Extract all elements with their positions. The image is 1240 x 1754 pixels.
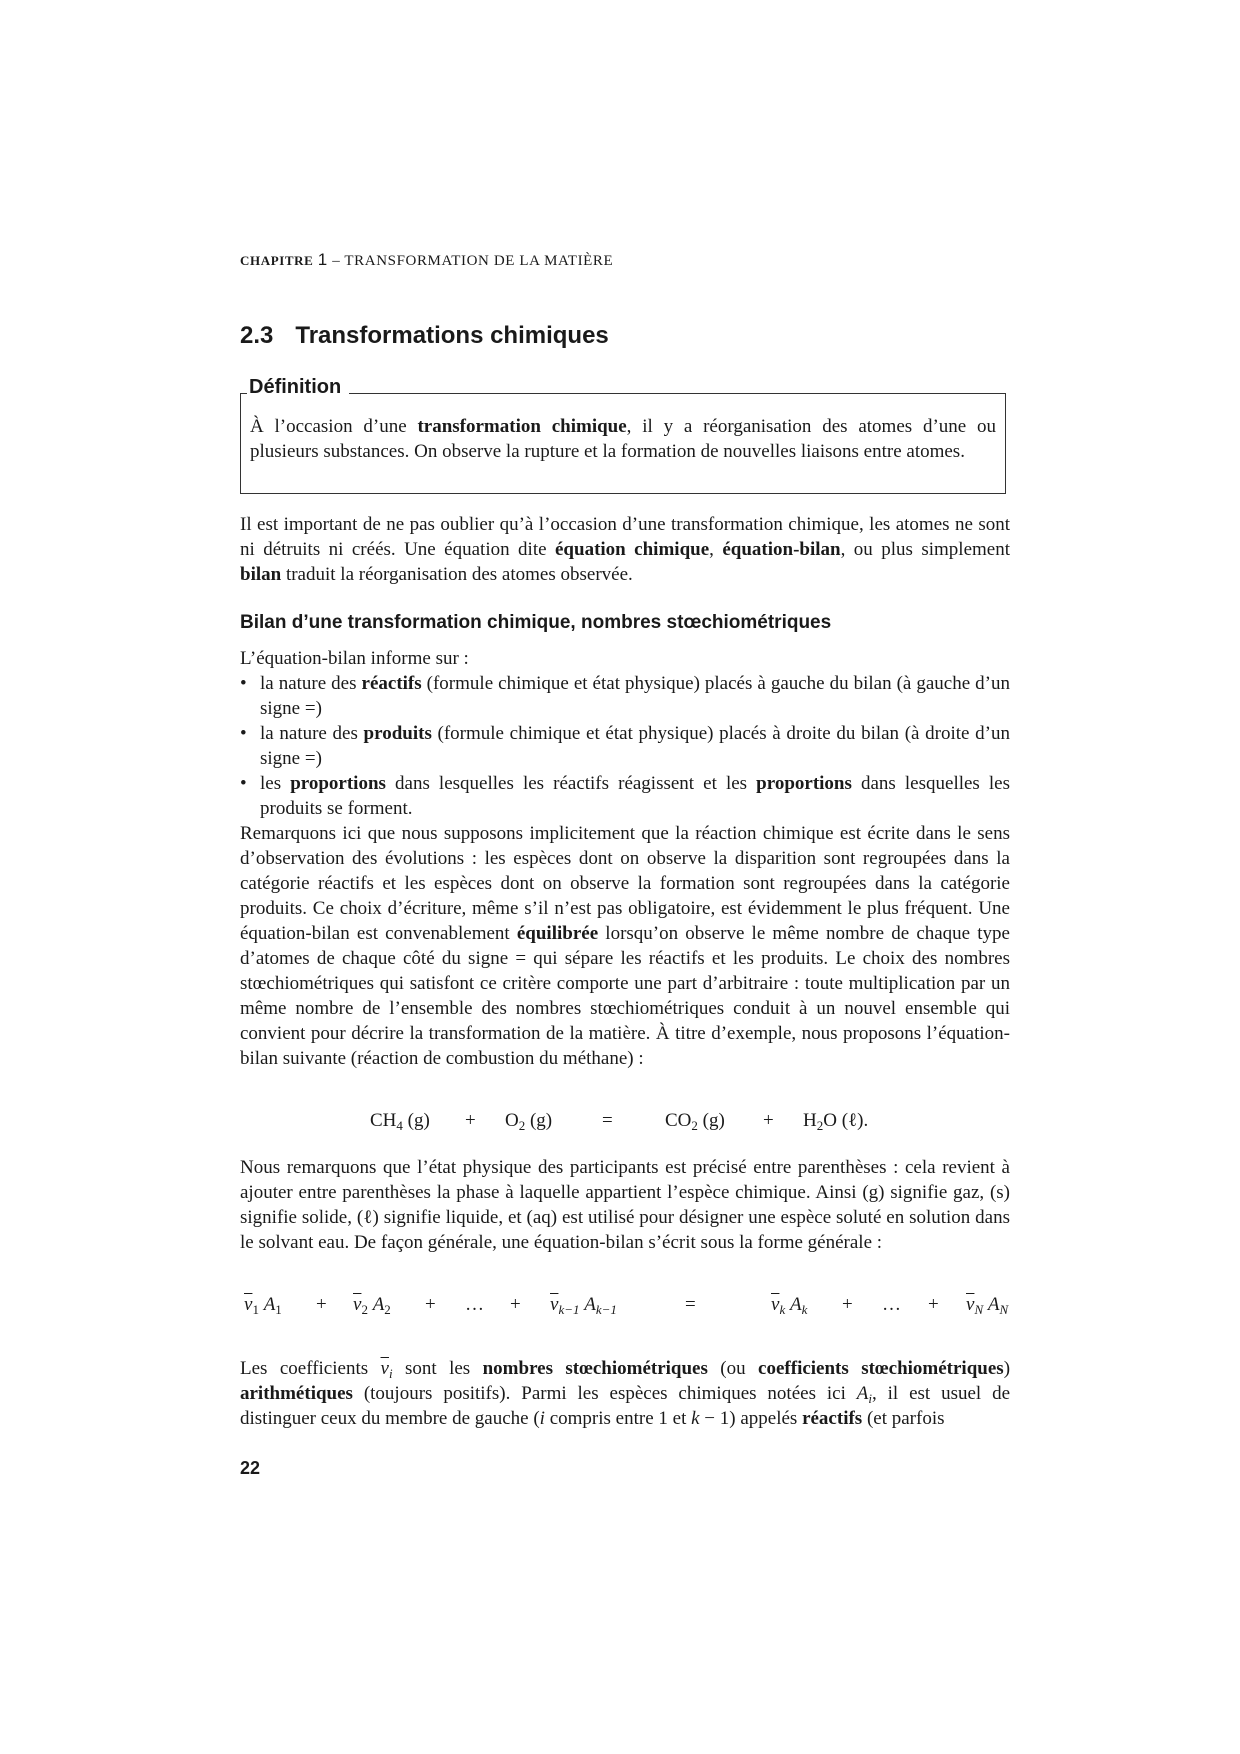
page-number: 22	[240, 1458, 261, 1478]
definition-bold-term: transformation chimique	[417, 416, 627, 437]
final-text: sont les	[392, 1358, 483, 1379]
final-text: compris entre 1 et	[544, 1408, 692, 1429]
gen-dots: …	[465, 1294, 484, 1315]
final-text: Les coefficients	[240, 1358, 381, 1379]
final-text: − 1) appelés	[699, 1408, 803, 1429]
a-symbol: A	[584, 1294, 596, 1315]
intro-paragraph	[240, 512, 1010, 587]
final-paragraph	[240, 1356, 1010, 1431]
bilan-intro: L’équation-bilan informe sur :	[240, 648, 469, 669]
intro-bold-1: équation chimique	[555, 539, 710, 560]
bullet-bold: produits	[363, 723, 432, 744]
eq-o2-sub: 2	[518, 1118, 526, 1133]
subsection-title: Bilan d’une transformation chimique, nombres stœchiométriques	[240, 612, 832, 633]
remarque-text-2: lorsqu’on observe le même nombre de chaque type d’atomes de chaque côté du signe = qui sépare les réactifs et les produits. Le choix des nombres stœchiométriques qui satisfont ce critère comporte une part d’arbitraire : toute multiplication par un même nombre de l’ensemble des nombres stœchiométriques conduit à un nouvel ensemble qui convient pour décrire la transformation de la matière. À titre d’exemple, nous proposons l’équation-bilan suivante (réaction de combustion du méthane) :	[240, 923, 1010, 1069]
gen-plus: +	[316, 1294, 327, 1315]
sub-index: i	[868, 1391, 872, 1406]
eq-h2o	[803, 1110, 868, 1132]
sub-index: k−1	[558, 1302, 580, 1317]
a-symbol: A	[987, 1294, 1000, 1315]
final-text: (et parfois	[862, 1408, 945, 1429]
bullet-bold: proportions	[290, 773, 386, 794]
final-bold: nombres stœchiométriques	[482, 1358, 708, 1379]
final-bold: réactifs	[802, 1408, 863, 1429]
eq-plus-2: +	[763, 1110, 774, 1131]
k-symbol: k	[691, 1408, 700, 1429]
gen-plus: +	[928, 1294, 939, 1315]
intro-text-2: ,	[709, 539, 723, 560]
sub-index: i	[388, 1366, 393, 1381]
eq-h2o-sub: 2	[816, 1118, 824, 1133]
remarque-text-1: Remarquons ici que nous supposons implicitement que la réaction chimique est écrite dans le sens d’observation des évolutions : les espèces dont on observe la disparition sont regroupées dans la catégorie réactifs et les espèces dont on observe la formation sont regroupées dans la catégorie produits. Ce choix d’écriture, même s’il n’est pas obligatoire, est évidemment le plus fréquent. Une équation-bilan est convenablement	[240, 823, 1010, 944]
remarque-bold: équilibrée	[516, 923, 599, 944]
chapter-number: 1	[317, 250, 328, 269]
gen-term-1	[244, 1294, 282, 1316]
phase-text: Nous remarquons que l’état physique des participants est précisé entre parenthèses : cela revient à ajouter entre parenthèses la phase à laquelle appartient l’espèce chimique. Ainsi (g) signifie gaz, (s) signifie solide, (ℓ) signifie liquide, et (aq) est utilisé pour désigner une espèce soluté en solution dans le solvant eau. De façon générale, une équation-bilan s’écrit sous la forme générale :	[240, 1157, 1010, 1253]
gen-term-k1	[550, 1294, 617, 1316]
i-symbol: i	[539, 1408, 545, 1429]
bullet-list	[240, 671, 1010, 821]
eq-plus-1: +	[465, 1110, 476, 1131]
list-item	[240, 721, 1010, 771]
section-title: Transformations chimiques	[295, 322, 609, 349]
nu-symbol: $\overline{\nu}$	[380, 1358, 389, 1379]
sub-index: N	[974, 1302, 984, 1317]
running-head	[240, 250, 613, 270]
final-bold: coefficients stœchiométriques	[758, 1358, 1004, 1379]
intro-text-1: Il est important de ne pas oublier qu’à l’occasion d’une transformation chimique, les atomes ne sont ni détruits ni créés. Une équation dite	[240, 514, 1010, 560]
remarque-paragraph	[240, 821, 1010, 1071]
a-symbol: A	[263, 1294, 276, 1315]
nu-symbol: $\overline{\nu}$	[244, 1294, 253, 1315]
bullet-text: dans lesquelles les produits se forment.	[260, 773, 1011, 819]
final-text: (toujours positifs). Parmi les espèces chimiques notées ici	[352, 1383, 857, 1404]
gen-plus: +	[425, 1294, 436, 1315]
nu-symbol: $\overline{\nu}$	[353, 1294, 362, 1315]
definition-label: Définition	[247, 376, 349, 399]
intro-bold-3: bilan	[240, 564, 282, 585]
chapter-separator: –	[332, 253, 341, 269]
bullet-text: (formule chimique et état physique) placés à droite du bilan (à droite d’un signe =)	[260, 723, 1010, 769]
sub-index: N	[999, 1302, 1009, 1317]
eq-o2	[505, 1110, 552, 1132]
chapter-title: TRANSFORMATION DE LA MATIÈRE	[344, 253, 614, 269]
sub-index: 2	[384, 1302, 391, 1317]
chapter-word: CHAPITRE	[240, 253, 314, 268]
a-symbol: A	[789, 1294, 802, 1315]
eq-equals: =	[602, 1110, 613, 1131]
eq-o2-formula: O	[505, 1110, 519, 1131]
eq-o2-state: (g)	[525, 1110, 553, 1131]
gen-term-k	[771, 1294, 807, 1316]
gen-plus: +	[510, 1294, 521, 1315]
eq-ch4-formula: CH	[370, 1110, 397, 1131]
intro-text-3: , ou plus simplement	[840, 539, 1011, 560]
eq-co2-formula: CO	[665, 1110, 692, 1131]
gen-term-2	[353, 1294, 391, 1316]
bullet-bold: réactifs	[361, 673, 422, 694]
section-number: 2.3	[240, 322, 274, 349]
final-text: )	[1003, 1358, 1011, 1379]
definition-text	[250, 414, 996, 464]
sub-index: k	[779, 1302, 786, 1317]
eq-ch4-sub: 4	[396, 1118, 403, 1133]
phase-paragraph	[240, 1155, 1010, 1255]
eq-h2o-rest: O (ℓ).	[823, 1110, 869, 1131]
bilan-block	[240, 646, 1010, 1071]
a-symbol: A	[372, 1294, 385, 1315]
sub-index: 1	[252, 1302, 259, 1317]
sub-index: k−1	[595, 1302, 617, 1317]
sub-index: 1	[275, 1302, 282, 1317]
gen-term-n	[966, 1294, 1008, 1316]
a-symbol: A	[856, 1383, 869, 1404]
eq-ch4	[370, 1110, 430, 1132]
intro-text-4: traduit la réorganisation des atomes observée.	[281, 564, 633, 585]
bullet-bold: proportions	[756, 773, 852, 794]
bullet-text: les	[260, 773, 291, 794]
gen-equals: =	[685, 1294, 696, 1315]
definition-text-1: À l’occasion d’une	[250, 416, 418, 437]
bullet-text: la nature des	[260, 673, 362, 694]
bullet-text: la nature des	[260, 723, 364, 744]
eq-ch4-state: (g)	[402, 1110, 430, 1131]
list-item	[240, 771, 1010, 821]
final-text: , il est usuel de distinguer ceux du membre de gauche (	[240, 1383, 1011, 1429]
nu-symbol: $\overline{\nu}$	[550, 1294, 559, 1315]
bullet-text: (formule chimique et état physique) placés à gauche du bilan (à gauche d’un signe =)	[260, 673, 1010, 719]
section-heading	[240, 322, 609, 350]
eq-co2-sub: 2	[691, 1118, 698, 1133]
eq-co2	[665, 1110, 725, 1132]
sub-index: 2	[361, 1302, 368, 1317]
bullet-text: dans lesquelles les réactifs réagissent et les	[385, 773, 757, 794]
definition-text-2: , il y a réorganisation des atomes d’une ou plusieurs substances. On observe la rupture et la formation de nouvelles liaisons entre atomes.	[250, 416, 996, 462]
final-bold: arithmétiques	[240, 1383, 353, 1404]
eq-co2-state: (g)	[697, 1110, 725, 1131]
gen-plus: +	[842, 1294, 853, 1315]
definition-box	[240, 376, 1006, 494]
intro-bold-2: équation-bilan	[722, 539, 841, 560]
nu-symbol: $\overline{\nu}$	[771, 1294, 780, 1315]
final-text: (ou	[707, 1358, 759, 1379]
list-item	[240, 671, 1010, 721]
sub-index: k	[801, 1302, 808, 1317]
gen-dots: …	[882, 1294, 901, 1315]
nu-symbol: $\overline{\nu}$	[966, 1294, 975, 1315]
eq-h2o-formula: H	[803, 1110, 817, 1131]
